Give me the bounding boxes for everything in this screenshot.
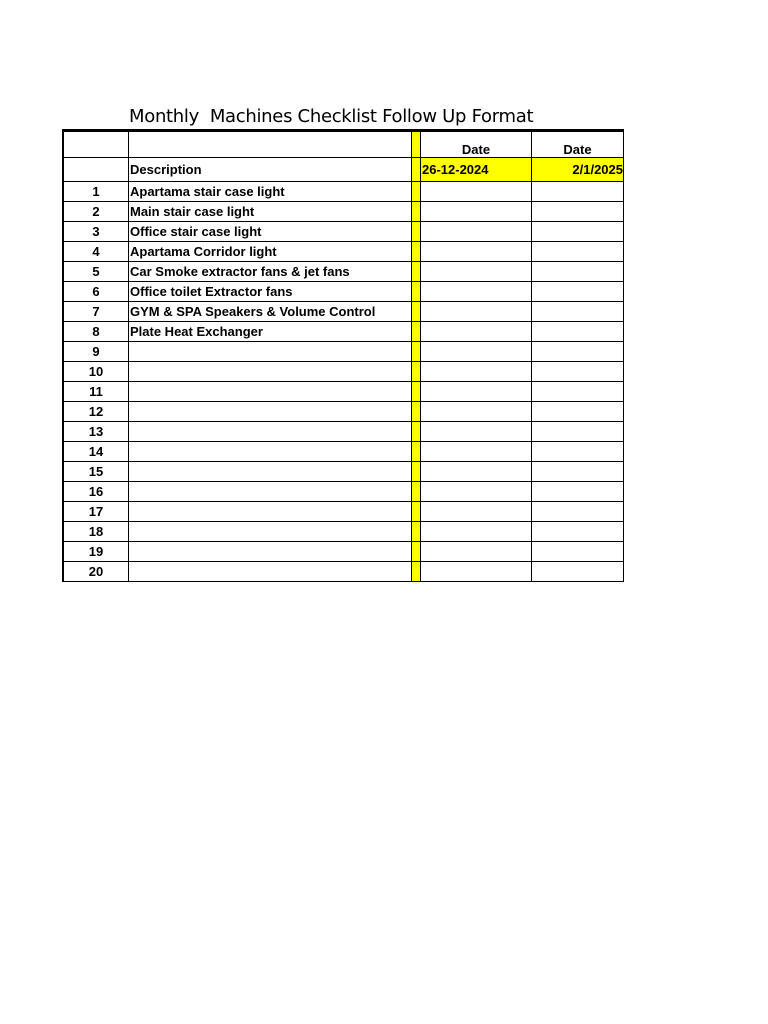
row-description-cell[interactable]	[129, 482, 412, 502]
table-row	[63, 482, 624, 502]
row-description-cell[interactable]	[129, 382, 412, 402]
row-description-cell[interactable]	[129, 462, 412, 482]
row-description-cell[interactable]	[129, 402, 412, 422]
row-date-1-cell[interactable]	[421, 262, 532, 282]
row-date-1-cell[interactable]	[421, 522, 532, 542]
table-row	[63, 202, 624, 222]
highlight-marker-cell[interactable]	[412, 422, 421, 442]
row-date-2-cell[interactable]	[532, 302, 624, 322]
row-number-cell[interactable]: 1	[63, 182, 129, 202]
row-date-2-cell[interactable]	[532, 242, 624, 262]
table-row	[63, 562, 624, 582]
row-number-cell[interactable]: 9	[63, 342, 129, 362]
row-number-cell[interactable]: 12	[63, 402, 129, 422]
row-date-2-cell[interactable]	[532, 362, 624, 382]
row-description-cell[interactable]	[129, 522, 412, 542]
checklist-table	[62, 129, 624, 582]
row-description-cell[interactable]: Office toilet Extractor fans	[129, 282, 412, 302]
row-number-cell[interactable]: 16	[63, 482, 129, 502]
highlight-marker-cell[interactable]	[412, 342, 421, 362]
date-value-2[interactable]: 2/1/2025	[532, 158, 624, 182]
row-description-cell[interactable]: Apartama Corridor light	[129, 242, 412, 262]
row-date-1-cell[interactable]	[421, 362, 532, 382]
row-number-cell[interactable]: 18	[63, 522, 129, 542]
table-row	[63, 322, 624, 342]
row-description-cell[interactable]	[129, 542, 412, 562]
row-description-cell[interactable]	[129, 422, 412, 442]
row-date-1-cell[interactable]	[421, 462, 532, 482]
row-date-2-cell[interactable]	[532, 262, 624, 282]
highlight-marker-cell[interactable]	[412, 202, 421, 222]
header-row-dates	[63, 131, 624, 158]
date-value-1[interactable]: 26-12-2024	[421, 158, 532, 182]
row-number-cell[interactable]: 19	[63, 542, 129, 562]
table-row	[63, 462, 624, 482]
row-number-cell[interactable]: 7	[63, 302, 129, 322]
row-date-1-cell[interactable]	[421, 562, 532, 582]
highlight-marker-cell[interactable]	[412, 182, 421, 202]
row-date-2-cell[interactable]	[532, 402, 624, 422]
row-description-cell[interactable]	[129, 342, 412, 362]
header-empty-desc-cell[interactable]	[129, 131, 412, 158]
row-date-2-cell[interactable]	[532, 522, 624, 542]
row-number-cell[interactable]: 3	[63, 222, 129, 242]
row-date-2-cell[interactable]	[532, 222, 624, 242]
row-description-cell[interactable]	[129, 442, 412, 462]
row-number-cell[interactable]: 8	[63, 322, 129, 342]
table-row	[63, 282, 624, 302]
row-number-cell[interactable]: 17	[63, 502, 129, 522]
header-row-description	[63, 158, 624, 182]
row-date-2-cell[interactable]	[532, 562, 624, 582]
row-date-2-cell[interactable]	[532, 542, 624, 562]
row-date-2-cell[interactable]	[532, 482, 624, 502]
row-date-1-cell[interactable]	[421, 502, 532, 522]
highlight-marker-cell[interactable]	[412, 502, 421, 522]
table-row	[63, 402, 624, 422]
row-date-1-cell[interactable]	[421, 182, 532, 202]
row-number-cell[interactable]: 13	[63, 422, 129, 442]
table-row	[63, 362, 624, 382]
table-row	[63, 342, 624, 362]
table-row	[63, 422, 624, 442]
row-date-2-cell[interactable]	[532, 182, 624, 202]
row-number-cell[interactable]: 5	[63, 262, 129, 282]
row-number-cell[interactable]: 20	[63, 562, 129, 582]
row-description-cell[interactable]: Office stair case light	[129, 222, 412, 242]
row-date-1-cell[interactable]	[421, 542, 532, 562]
highlight-marker-cell[interactable]	[412, 282, 421, 302]
description-heading[interactable]: Description	[129, 158, 412, 182]
highlight-marker-cell[interactable]	[412, 482, 421, 502]
row-number-cell[interactable]: 6	[63, 282, 129, 302]
highlight-marker-cell[interactable]	[412, 442, 421, 462]
row-date-2-cell[interactable]	[532, 322, 624, 342]
row-date-1-cell[interactable]	[421, 282, 532, 302]
highlight-marker-cell[interactable]	[412, 542, 421, 562]
row-date-1-cell[interactable]	[421, 382, 532, 402]
table-row	[63, 222, 624, 242]
row-number-cell[interactable]: 2	[63, 202, 129, 222]
row-date-1-cell[interactable]	[421, 322, 532, 342]
date-label-2[interactable]: Date	[532, 131, 624, 158]
row-date-1-cell[interactable]	[421, 302, 532, 322]
row-date-1-cell[interactable]	[421, 202, 532, 222]
row-description-cell[interactable]	[129, 562, 412, 582]
row-date-1-cell[interactable]	[421, 442, 532, 462]
row-date-1-cell[interactable]	[421, 422, 532, 442]
row-number-cell[interactable]: 10	[63, 362, 129, 382]
row-description-cell[interactable]	[129, 362, 412, 382]
row-description-cell[interactable]: GYM & SPA Speakers & Volume Control	[129, 302, 412, 322]
highlight-marker-cell[interactable]	[412, 402, 421, 422]
highlight-marker-cell[interactable]	[412, 158, 421, 182]
row-number-cell[interactable]: 4	[63, 242, 129, 262]
row-date-1-cell[interactable]	[421, 242, 532, 262]
row-date-2-cell[interactable]	[532, 442, 624, 462]
highlight-marker-cell[interactable]	[412, 562, 421, 582]
highlight-marker-cell[interactable]	[412, 242, 421, 262]
row-number-cell[interactable]: 15	[63, 462, 129, 482]
highlight-marker-cell[interactable]	[412, 222, 421, 242]
table-row	[63, 382, 624, 402]
table-row	[63, 242, 624, 262]
row-date-1-cell[interactable]	[421, 482, 532, 502]
row-number-cell[interactable]: 11	[63, 382, 129, 402]
table-row	[63, 522, 624, 542]
highlight-marker-cell[interactable]	[412, 362, 421, 382]
date-label-1[interactable]: Date	[421, 131, 532, 158]
row-date-2-cell[interactable]	[532, 502, 624, 522]
table-row	[63, 542, 624, 562]
row-description-cell[interactable]: Apartama stair case light	[129, 182, 412, 202]
row-date-1-cell[interactable]	[421, 342, 532, 362]
row-description-cell[interactable]: Car Smoke extractor fans & jet fans	[129, 262, 412, 282]
table-row	[63, 442, 624, 462]
sheet-title: Monthly Machines Checklist Follow Up Format	[129, 106, 534, 127]
row-date-2-cell[interactable]	[532, 382, 624, 402]
row-date-1-cell[interactable]	[421, 222, 532, 242]
row-date-2-cell[interactable]	[532, 202, 624, 222]
highlight-marker-cell[interactable]	[412, 322, 421, 342]
highlight-marker-cell[interactable]	[412, 131, 421, 158]
row-date-2-cell[interactable]	[532, 282, 624, 302]
row-description-cell[interactable]	[129, 502, 412, 522]
highlight-marker-cell[interactable]	[412, 522, 421, 542]
table-row	[63, 262, 624, 282]
row-description-cell[interactable]: Main stair case light	[129, 202, 412, 222]
header-num-cell[interactable]	[63, 158, 129, 182]
row-date-2-cell[interactable]	[532, 462, 624, 482]
table-row	[63, 502, 624, 522]
header-empty-num-cell[interactable]	[63, 131, 129, 158]
highlight-marker-cell[interactable]	[412, 462, 421, 482]
row-number-cell[interactable]: 14	[63, 442, 129, 462]
row-date-1-cell[interactable]	[421, 402, 532, 422]
highlight-marker-cell[interactable]	[412, 382, 421, 402]
table-row	[63, 302, 624, 322]
highlight-marker-cell[interactable]	[412, 302, 421, 322]
row-date-2-cell[interactable]	[532, 422, 624, 442]
highlight-marker-cell[interactable]	[412, 262, 421, 282]
table-row	[63, 182, 624, 202]
row-description-cell[interactable]: Plate Heat Exchanger	[129, 322, 412, 342]
row-date-2-cell[interactable]	[532, 342, 624, 362]
